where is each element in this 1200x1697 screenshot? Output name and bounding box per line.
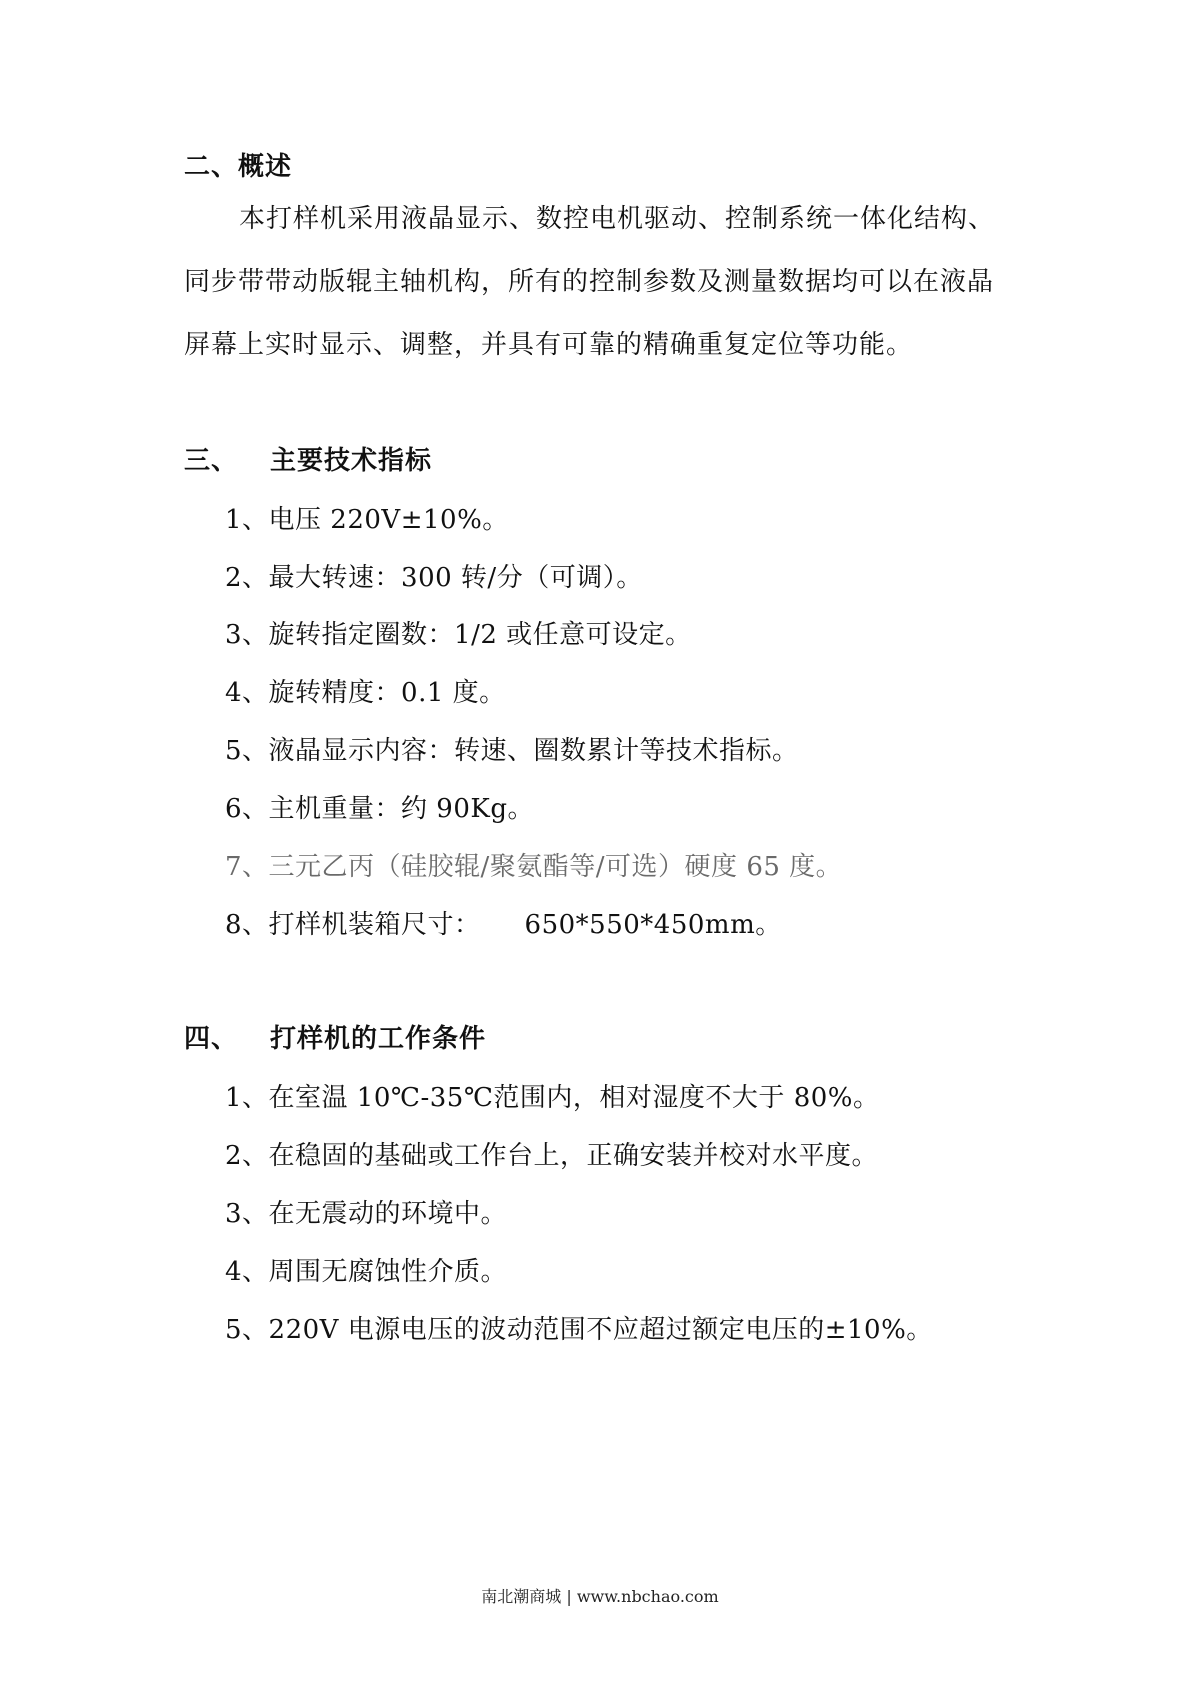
section-2-heading-text: 二、概述 bbox=[184, 152, 293, 182]
condition-item-1: 1、在室温 10℃-35℃范围内，相对湿度不大于 80%。 bbox=[225, 1083, 880, 1113]
section-3-heading-text: 主要技术指标 bbox=[270, 446, 433, 476]
spec-item-3: 3、旋转指定圈数：1/2 或任意可设定。 bbox=[225, 620, 692, 650]
section-2-paragraph bbox=[184, 188, 1024, 377]
section-3-heading-number: 三、 bbox=[184, 446, 239, 476]
spec-item-8-value: 650*550*450mm。 bbox=[524, 910, 782, 940]
condition-item-5: 5、220V 电源电压的波动范围不应超过额定电压的±10%。 bbox=[225, 1315, 933, 1345]
spec-item-8 bbox=[225, 908, 782, 942]
spec-item-2: 2、最大转速：300 转/分（可调）。 bbox=[225, 563, 643, 593]
section-2-heading bbox=[184, 150, 292, 184]
section-4-heading bbox=[184, 1022, 486, 1056]
condition-item-3: 3、在无震动的环境中。 bbox=[225, 1199, 508, 1229]
spec-item-1: 1、电压 220V±10%。 bbox=[225, 505, 509, 535]
spec-item-8-label: 8、打样机装箱尺寸： bbox=[225, 910, 481, 940]
paragraph-line-1: 本打样机采用液晶显示、数控电机驱动、控制系统一体化结构、 bbox=[239, 204, 996, 234]
section-3-heading bbox=[184, 444, 432, 478]
spec-item-4: 4、旋转精度：0.1 度。 bbox=[225, 678, 506, 708]
condition-item-2: 2、在稳固的基础或工作台上，正确安装并校对水平度。 bbox=[225, 1141, 879, 1171]
spec-item-7: 7、三元乙丙（硅胶辊/聚氨酯等/可选）硬度 65 度。 bbox=[225, 852, 843, 882]
section-4-heading-text: 打样机的工作条件 bbox=[270, 1024, 487, 1054]
spec-item-5: 5、液晶显示内容：转速、圈数累计等技术指标。 bbox=[225, 736, 799, 766]
section-4-heading-number: 四、 bbox=[184, 1024, 239, 1054]
paragraph-line-2: 同步带带动版辊主轴机构，所有的控制参数及测量数据均可以在液晶 bbox=[184, 267, 995, 297]
page-footer: 南北潮商城 | www.nbchao.com bbox=[481, 1587, 719, 1606]
condition-item-4: 4、周围无腐蚀性介质。 bbox=[225, 1257, 508, 1287]
spec-item-6: 6、主机重量：约 90Kg。 bbox=[225, 794, 534, 824]
paragraph-line-3: 屏幕上实时显示、调整，并具有可靠的精确重复定位等功能。 bbox=[184, 330, 914, 360]
